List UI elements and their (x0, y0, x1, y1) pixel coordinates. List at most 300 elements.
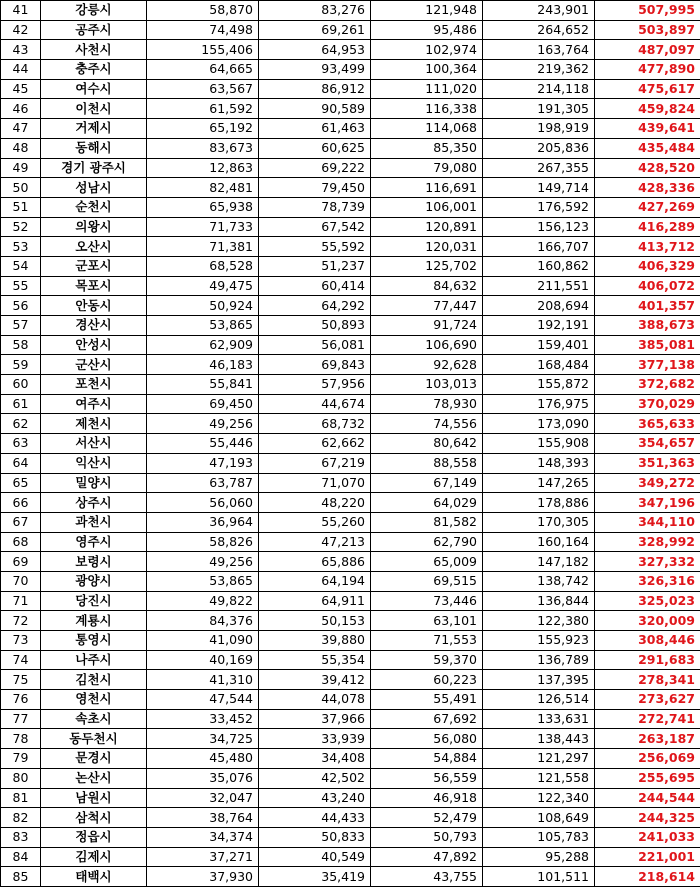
value-cell: 67,692 (371, 709, 483, 729)
total-cell: 347,196 (595, 493, 700, 513)
rank-cell: 78 (1, 729, 41, 749)
value-cell: 120,031 (371, 237, 483, 257)
value-cell: 121,948 (371, 1, 483, 21)
total-cell: 218,614 (595, 867, 700, 887)
table-row (1, 79, 700, 99)
table-row (1, 1, 700, 21)
value-cell: 61,463 (259, 119, 371, 139)
city-cell: 제천시 (41, 414, 147, 434)
total-cell: 507,995 (595, 1, 700, 21)
value-cell: 55,491 (371, 690, 483, 710)
city-cell: 충주시 (41, 60, 147, 80)
value-cell: 67,149 (371, 473, 483, 493)
total-cell: 370,029 (595, 394, 700, 414)
value-cell: 40,549 (259, 847, 371, 867)
value-cell: 105,783 (483, 827, 595, 847)
table-row (1, 788, 700, 808)
value-cell: 108,649 (483, 808, 595, 828)
rank-cell: 66 (1, 493, 41, 513)
value-cell: 198,919 (483, 119, 595, 139)
value-cell: 63,101 (371, 611, 483, 631)
value-cell: 32,047 (147, 788, 259, 808)
value-cell: 53,865 (147, 316, 259, 336)
city-cell: 거제시 (41, 119, 147, 139)
city-cell: 사천시 (41, 40, 147, 60)
value-cell: 55,592 (259, 237, 371, 257)
value-cell: 50,793 (371, 827, 483, 847)
table-row (1, 237, 700, 257)
value-cell: 77,447 (371, 296, 483, 316)
total-cell: 487,097 (595, 40, 700, 60)
city-cell: 영천시 (41, 690, 147, 710)
city-cell: 논산시 (41, 768, 147, 788)
table-row (1, 119, 700, 139)
city-cell: 계룡시 (41, 611, 147, 631)
city-cell: 의왕시 (41, 217, 147, 237)
value-cell: 160,862 (483, 256, 595, 276)
table-row (1, 749, 700, 769)
rank-cell: 71 (1, 591, 41, 611)
value-cell: 80,642 (371, 434, 483, 454)
value-cell: 36,964 (147, 512, 259, 532)
table-row (1, 473, 700, 493)
value-cell: 69,843 (259, 355, 371, 375)
value-cell: 45,480 (147, 749, 259, 769)
value-cell: 137,395 (483, 670, 595, 690)
rank-cell: 67 (1, 512, 41, 532)
rank-cell: 65 (1, 473, 41, 493)
value-cell: 65,009 (371, 552, 483, 572)
value-cell: 78,930 (371, 394, 483, 414)
city-cell: 남원시 (41, 788, 147, 808)
rank-cell: 85 (1, 867, 41, 887)
value-cell: 63,787 (147, 473, 259, 493)
value-cell: 114,068 (371, 119, 483, 139)
rank-cell: 51 (1, 197, 41, 217)
table-row (1, 552, 700, 572)
total-cell: 385,081 (595, 335, 700, 355)
value-cell: 155,908 (483, 434, 595, 454)
city-cell: 보령시 (41, 552, 147, 572)
rank-cell: 54 (1, 256, 41, 276)
value-cell: 56,559 (371, 768, 483, 788)
value-cell: 58,826 (147, 532, 259, 552)
table-row (1, 40, 700, 60)
value-cell: 103,013 (371, 375, 483, 395)
value-cell: 39,412 (259, 670, 371, 690)
value-cell: 126,514 (483, 690, 595, 710)
total-cell: 221,001 (595, 847, 700, 867)
value-cell: 82,481 (147, 178, 259, 198)
value-cell: 33,452 (147, 709, 259, 729)
value-cell: 170,305 (483, 512, 595, 532)
value-cell: 125,702 (371, 256, 483, 276)
value-cell: 71,733 (147, 217, 259, 237)
table-row (1, 158, 700, 178)
value-cell: 49,256 (147, 552, 259, 572)
value-cell: 116,691 (371, 178, 483, 198)
value-cell: 84,376 (147, 611, 259, 631)
value-cell: 34,408 (259, 749, 371, 769)
city-cell: 안성시 (41, 335, 147, 355)
value-cell: 37,930 (147, 867, 259, 887)
value-cell: 34,374 (147, 827, 259, 847)
city-cell: 성남시 (41, 178, 147, 198)
value-cell: 86,912 (259, 79, 371, 99)
total-cell: 439,641 (595, 119, 700, 139)
value-cell: 64,194 (259, 571, 371, 591)
table-body (1, 1, 700, 887)
total-cell: 406,072 (595, 276, 700, 296)
table-row (1, 394, 700, 414)
rank-cell: 57 (1, 316, 41, 336)
value-cell: 64,665 (147, 60, 259, 80)
table-row (1, 138, 700, 158)
total-cell: 372,682 (595, 375, 700, 395)
value-cell: 39,880 (259, 631, 371, 651)
rank-cell: 52 (1, 217, 41, 237)
value-cell: 138,742 (483, 571, 595, 591)
rank-cell: 55 (1, 276, 41, 296)
value-cell: 56,080 (371, 729, 483, 749)
value-cell: 147,182 (483, 552, 595, 572)
value-cell: 47,892 (371, 847, 483, 867)
table-row (1, 256, 700, 276)
city-cell: 여주시 (41, 394, 147, 414)
value-cell: 136,844 (483, 591, 595, 611)
value-cell: 81,582 (371, 512, 483, 532)
city-cell: 경산시 (41, 316, 147, 336)
city-cell: 동두천시 (41, 729, 147, 749)
total-cell: 416,289 (595, 217, 700, 237)
rank-cell: 41 (1, 1, 41, 21)
table-row (1, 20, 700, 40)
table-row (1, 414, 700, 434)
table-row (1, 571, 700, 591)
value-cell: 12,863 (147, 158, 259, 178)
table-row (1, 591, 700, 611)
value-cell: 155,406 (147, 40, 259, 60)
city-cell: 안동시 (41, 296, 147, 316)
value-cell: 122,340 (483, 788, 595, 808)
city-cell: 영주시 (41, 532, 147, 552)
value-cell: 37,966 (259, 709, 371, 729)
value-cell: 116,338 (371, 99, 483, 119)
total-cell: 272,741 (595, 709, 700, 729)
value-cell: 49,475 (147, 276, 259, 296)
total-cell: 256,069 (595, 749, 700, 769)
city-cell: 목포시 (41, 276, 147, 296)
rank-cell: 53 (1, 237, 41, 257)
value-cell: 120,891 (371, 217, 483, 237)
table-row (1, 60, 700, 80)
value-cell: 65,886 (259, 552, 371, 572)
rank-cell: 48 (1, 138, 41, 158)
city-cell: 과천시 (41, 512, 147, 532)
city-cell: 김제시 (41, 847, 147, 867)
table-row (1, 611, 700, 631)
rank-cell: 76 (1, 690, 41, 710)
table-row (1, 729, 700, 749)
value-cell: 59,370 (371, 650, 483, 670)
value-cell: 83,276 (259, 1, 371, 21)
city-cell: 군포시 (41, 256, 147, 276)
value-cell: 41,090 (147, 631, 259, 651)
table-row (1, 768, 700, 788)
value-cell: 52,479 (371, 808, 483, 828)
city-cell: 밀양시 (41, 473, 147, 493)
value-cell: 61,592 (147, 99, 259, 119)
value-cell: 35,076 (147, 768, 259, 788)
value-cell: 156,123 (483, 217, 595, 237)
rank-cell: 68 (1, 532, 41, 552)
value-cell: 60,414 (259, 276, 371, 296)
value-cell: 95,486 (371, 20, 483, 40)
value-cell: 43,240 (259, 788, 371, 808)
value-cell: 102,974 (371, 40, 483, 60)
city-cell: 문경시 (41, 749, 147, 769)
value-cell: 62,790 (371, 532, 483, 552)
value-cell: 55,446 (147, 434, 259, 454)
value-cell: 49,822 (147, 591, 259, 611)
total-cell: 428,520 (595, 158, 700, 178)
value-cell: 69,261 (259, 20, 371, 40)
rank-cell: 61 (1, 394, 41, 414)
value-cell: 51,237 (259, 256, 371, 276)
value-cell: 166,707 (483, 237, 595, 257)
rank-cell: 64 (1, 453, 41, 473)
value-cell: 101,511 (483, 867, 595, 887)
value-cell: 214,118 (483, 79, 595, 99)
value-cell: 83,673 (147, 138, 259, 158)
value-cell: 85,350 (371, 138, 483, 158)
city-cell: 이천시 (41, 99, 147, 119)
value-cell: 243,901 (483, 1, 595, 21)
value-cell: 53,865 (147, 571, 259, 591)
total-cell: 459,824 (595, 99, 700, 119)
value-cell: 149,714 (483, 178, 595, 198)
total-cell: 351,363 (595, 453, 700, 473)
city-cell: 상주시 (41, 493, 147, 513)
value-cell: 64,029 (371, 493, 483, 513)
value-cell: 178,886 (483, 493, 595, 513)
value-cell: 65,938 (147, 197, 259, 217)
value-cell: 41,310 (147, 670, 259, 690)
value-cell: 84,632 (371, 276, 483, 296)
value-cell: 155,923 (483, 631, 595, 651)
value-cell: 62,662 (259, 434, 371, 454)
value-cell: 93,499 (259, 60, 371, 80)
rank-cell: 45 (1, 79, 41, 99)
value-cell: 68,732 (259, 414, 371, 434)
value-cell: 211,551 (483, 276, 595, 296)
value-cell: 50,924 (147, 296, 259, 316)
total-cell: 244,325 (595, 808, 700, 828)
rank-cell: 46 (1, 99, 41, 119)
value-cell: 74,498 (147, 20, 259, 40)
rank-cell: 56 (1, 296, 41, 316)
rank-cell: 72 (1, 611, 41, 631)
value-cell: 46,183 (147, 355, 259, 375)
value-cell: 64,911 (259, 591, 371, 611)
table-row (1, 217, 700, 237)
value-cell: 73,446 (371, 591, 483, 611)
total-cell: 278,341 (595, 670, 700, 690)
rank-cell: 60 (1, 375, 41, 395)
value-cell: 122,380 (483, 611, 595, 631)
table-row (1, 375, 700, 395)
rank-cell: 70 (1, 571, 41, 591)
total-cell: 349,272 (595, 473, 700, 493)
value-cell: 33,939 (259, 729, 371, 749)
table-row (1, 355, 700, 375)
value-cell: 55,841 (147, 375, 259, 395)
total-cell: 427,269 (595, 197, 700, 217)
value-cell: 71,381 (147, 237, 259, 257)
value-cell: 71,070 (259, 473, 371, 493)
value-cell: 136,789 (483, 650, 595, 670)
table-row (1, 99, 700, 119)
table-row (1, 867, 700, 887)
value-cell: 40,169 (147, 650, 259, 670)
city-cell: 광양시 (41, 571, 147, 591)
table-row (1, 197, 700, 217)
rank-cell: 42 (1, 20, 41, 40)
value-cell: 155,872 (483, 375, 595, 395)
value-cell: 205,836 (483, 138, 595, 158)
value-cell: 68,528 (147, 256, 259, 276)
city-cell: 당진시 (41, 591, 147, 611)
table-row (1, 808, 700, 828)
value-cell: 65,192 (147, 119, 259, 139)
total-cell: 273,627 (595, 690, 700, 710)
value-cell: 147,265 (483, 473, 595, 493)
rank-cell: 47 (1, 119, 41, 139)
value-cell: 219,362 (483, 60, 595, 80)
table-row (1, 827, 700, 847)
value-cell: 111,020 (371, 79, 483, 99)
value-cell: 163,764 (483, 40, 595, 60)
value-cell: 44,078 (259, 690, 371, 710)
total-cell: 328,992 (595, 532, 700, 552)
value-cell: 60,223 (371, 670, 483, 690)
value-cell: 208,694 (483, 296, 595, 316)
total-cell: 255,695 (595, 768, 700, 788)
value-cell: 191,305 (483, 99, 595, 119)
total-cell: 377,138 (595, 355, 700, 375)
city-cell: 포천시 (41, 375, 147, 395)
value-cell: 63,567 (147, 79, 259, 99)
rank-cell: 81 (1, 788, 41, 808)
total-cell: 320,009 (595, 611, 700, 631)
value-cell: 42,502 (259, 768, 371, 788)
rank-cell: 59 (1, 355, 41, 375)
table-row (1, 650, 700, 670)
table-row (1, 631, 700, 651)
table-row (1, 316, 700, 336)
value-cell: 69,222 (259, 158, 371, 178)
value-cell: 55,260 (259, 512, 371, 532)
rank-cell: 80 (1, 768, 41, 788)
table-row (1, 690, 700, 710)
rank-cell: 77 (1, 709, 41, 729)
rank-cell: 58 (1, 335, 41, 355)
value-cell: 69,450 (147, 394, 259, 414)
value-cell: 47,213 (259, 532, 371, 552)
total-cell: 388,673 (595, 316, 700, 336)
table-row (1, 178, 700, 198)
total-cell: 428,336 (595, 178, 700, 198)
total-cell: 354,657 (595, 434, 700, 454)
rank-cell: 82 (1, 808, 41, 828)
value-cell: 50,833 (259, 827, 371, 847)
city-cell: 군산시 (41, 355, 147, 375)
table-row (1, 335, 700, 355)
city-cell: 속초시 (41, 709, 147, 729)
value-cell: 121,558 (483, 768, 595, 788)
rank-cell: 69 (1, 552, 41, 572)
value-cell: 74,556 (371, 414, 483, 434)
value-cell: 95,288 (483, 847, 595, 867)
value-cell: 67,219 (259, 453, 371, 473)
total-cell: 413,712 (595, 237, 700, 257)
rank-cell: 43 (1, 40, 41, 60)
city-cell: 여수시 (41, 79, 147, 99)
total-cell: 263,187 (595, 729, 700, 749)
total-cell: 241,033 (595, 827, 700, 847)
table-row (1, 532, 700, 552)
city-cell: 공주시 (41, 20, 147, 40)
value-cell: 106,001 (371, 197, 483, 217)
value-cell: 168,484 (483, 355, 595, 375)
city-cell: 오산시 (41, 237, 147, 257)
value-cell: 38,764 (147, 808, 259, 828)
value-cell: 67,542 (259, 217, 371, 237)
rank-cell: 63 (1, 434, 41, 454)
value-cell: 159,401 (483, 335, 595, 355)
value-cell: 64,292 (259, 296, 371, 316)
value-cell: 148,393 (483, 453, 595, 473)
value-cell: 71,553 (371, 631, 483, 651)
value-cell: 37,271 (147, 847, 259, 867)
table-row (1, 276, 700, 296)
city-cell: 동해시 (41, 138, 147, 158)
value-cell: 44,674 (259, 394, 371, 414)
rank-cell: 84 (1, 847, 41, 867)
value-cell: 121,297 (483, 749, 595, 769)
value-cell: 100,364 (371, 60, 483, 80)
value-cell: 46,918 (371, 788, 483, 808)
table-row (1, 670, 700, 690)
table-row (1, 434, 700, 454)
rank-cell: 49 (1, 158, 41, 178)
city-cell: 김천시 (41, 670, 147, 690)
total-cell: 244,544 (595, 788, 700, 808)
value-cell: 44,433 (259, 808, 371, 828)
value-cell: 34,725 (147, 729, 259, 749)
value-cell: 106,690 (371, 335, 483, 355)
total-cell: 344,110 (595, 512, 700, 532)
value-cell: 267,355 (483, 158, 595, 178)
value-cell: 64,953 (259, 40, 371, 60)
value-cell: 138,443 (483, 729, 595, 749)
total-cell: 406,329 (595, 256, 700, 276)
total-cell: 401,357 (595, 296, 700, 316)
value-cell: 79,450 (259, 178, 371, 198)
value-cell: 88,558 (371, 453, 483, 473)
value-cell: 90,589 (259, 99, 371, 119)
value-cell: 35,419 (259, 867, 371, 887)
